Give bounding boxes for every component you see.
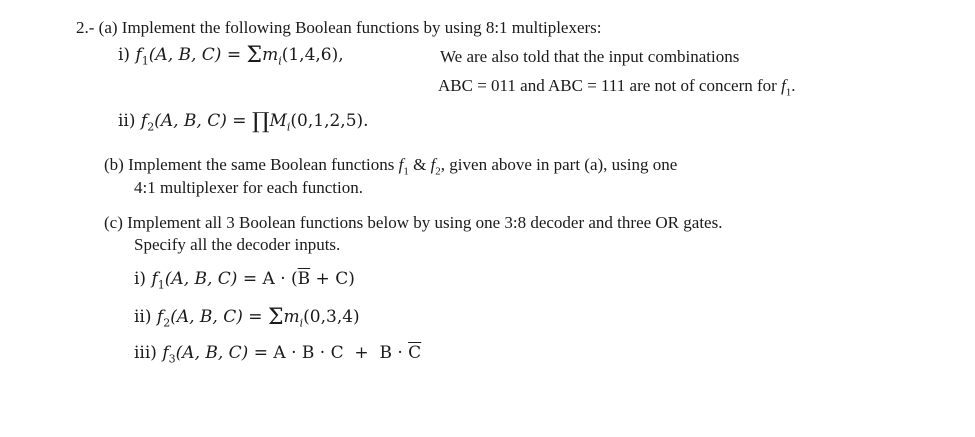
part-a-label: (a) [98,18,118,37]
part-b-f2-sub: 2 [435,165,441,178]
part-a-text: Implement the following Boolean functions by using 8:1 multiplexers: [121,18,602,37]
part-a-note-func: f [781,76,786,95]
part-b-f1-sub: 1 [403,165,409,178]
part-a-ii-pi: ∏ [251,109,270,134]
part-c-ii-sub: 2 [163,316,171,330]
part-a-ii-list: (0,1,2,5). [290,111,369,131]
part-c-iii-eq: = [253,343,268,363]
part-c-i-expr-end: + C) [310,269,355,289]
part-c-iii-func: f [162,343,169,363]
part-c-iii-cbar: $\overline{C}$ [408,343,422,363]
part-c-line1 [104,213,722,233]
part-b-text-post: , given above in part (a), using one [440,155,678,174]
part-c-ii-m: m [283,307,300,327]
part-b-f1: f [398,155,404,174]
part-b-amp: & [413,155,427,174]
part-a-ii-eq: = [232,111,247,131]
part-a-ii-args: (A, B, C) [154,111,227,131]
part-a-note-text: ABC = 011 and ABC = 111 are not of concern for [438,76,777,95]
part-c-iii-equation [134,343,421,369]
part-c-i-eq: = [242,269,258,289]
part-c-text: Implement all 3 Boolean functions below by using one 3:8 decoder and three OR gates. [127,213,723,232]
part-a-i-sub: 1 [141,54,149,68]
part-c-iii-label: iii) [134,343,157,363]
part-a-i-sigma: Σ [246,43,263,68]
part-a-i-list: (1,4,6), [281,45,344,65]
part-c-ii-equation [134,307,360,333]
part-b-label: (b) [104,155,124,174]
problem-number: 2.- [76,18,95,37]
part-a-ii-m: M [269,111,287,131]
part-a-ii-msub: i [286,120,291,134]
part-c-ii-msub: i [299,316,304,330]
part-c-i-args: (A, B, C) [164,269,238,289]
part-c-ii-eq: = [248,307,263,327]
part-a-i-eq: = [226,45,242,65]
part-b-text-pre: Implement the same Boolean functions [128,155,395,174]
part-c-i-func: f [151,269,158,289]
part-c-i-sub: 1 [157,278,165,292]
part-c-i-label: i) [134,269,147,289]
part-b-f2: f [430,155,436,174]
part-b-line2: 4:1 multiplexer for each function. [134,178,363,197]
part-a-i-args: (A, B, C) [148,45,222,65]
part-c-ii-func: f [156,307,164,327]
part-a-note-sub: 1 [785,86,792,99]
part-a-ii-label: ii) [118,111,136,131]
part-a-i-label: i) [118,45,131,65]
part-a-ii-equation [118,111,369,137]
part-c-i-equation [134,269,355,295]
part-c-label: (c) [104,213,123,232]
part-c-iii-expr-a: A · B · C + B · [273,343,409,363]
part-a-note-line1: We are also told that the input combinations [440,47,740,66]
part-c-ii-sigma: Σ [267,305,284,330]
part-c-line2: Specify all the decoder inputs. [134,235,341,254]
part-a-ii-func: f [140,111,148,131]
part-c-ii-args: (A, B, C) [170,307,243,327]
part-a-i-m: m [262,45,279,65]
part-a-i-msub: i [278,54,282,68]
part-c-iii-sub: 3 [168,352,176,366]
part-c-i-expr-a: A · ( [262,269,298,289]
part-a-note-end: . [791,76,796,95]
part-c-i-bbar: $\overline{B}$ [297,269,311,289]
part-c-ii-label: ii) [134,307,152,327]
part-a-i-equation [118,45,344,71]
part-a-heading [76,18,602,38]
part-a-i-func: f [135,45,142,65]
part-c-iii-args: (A, B, C) [175,343,249,363]
part-a-note-line2 [438,76,796,102]
part-a-ii-sub: 2 [147,120,155,134]
part-c-ii-list: (0,3,4) [303,307,360,327]
